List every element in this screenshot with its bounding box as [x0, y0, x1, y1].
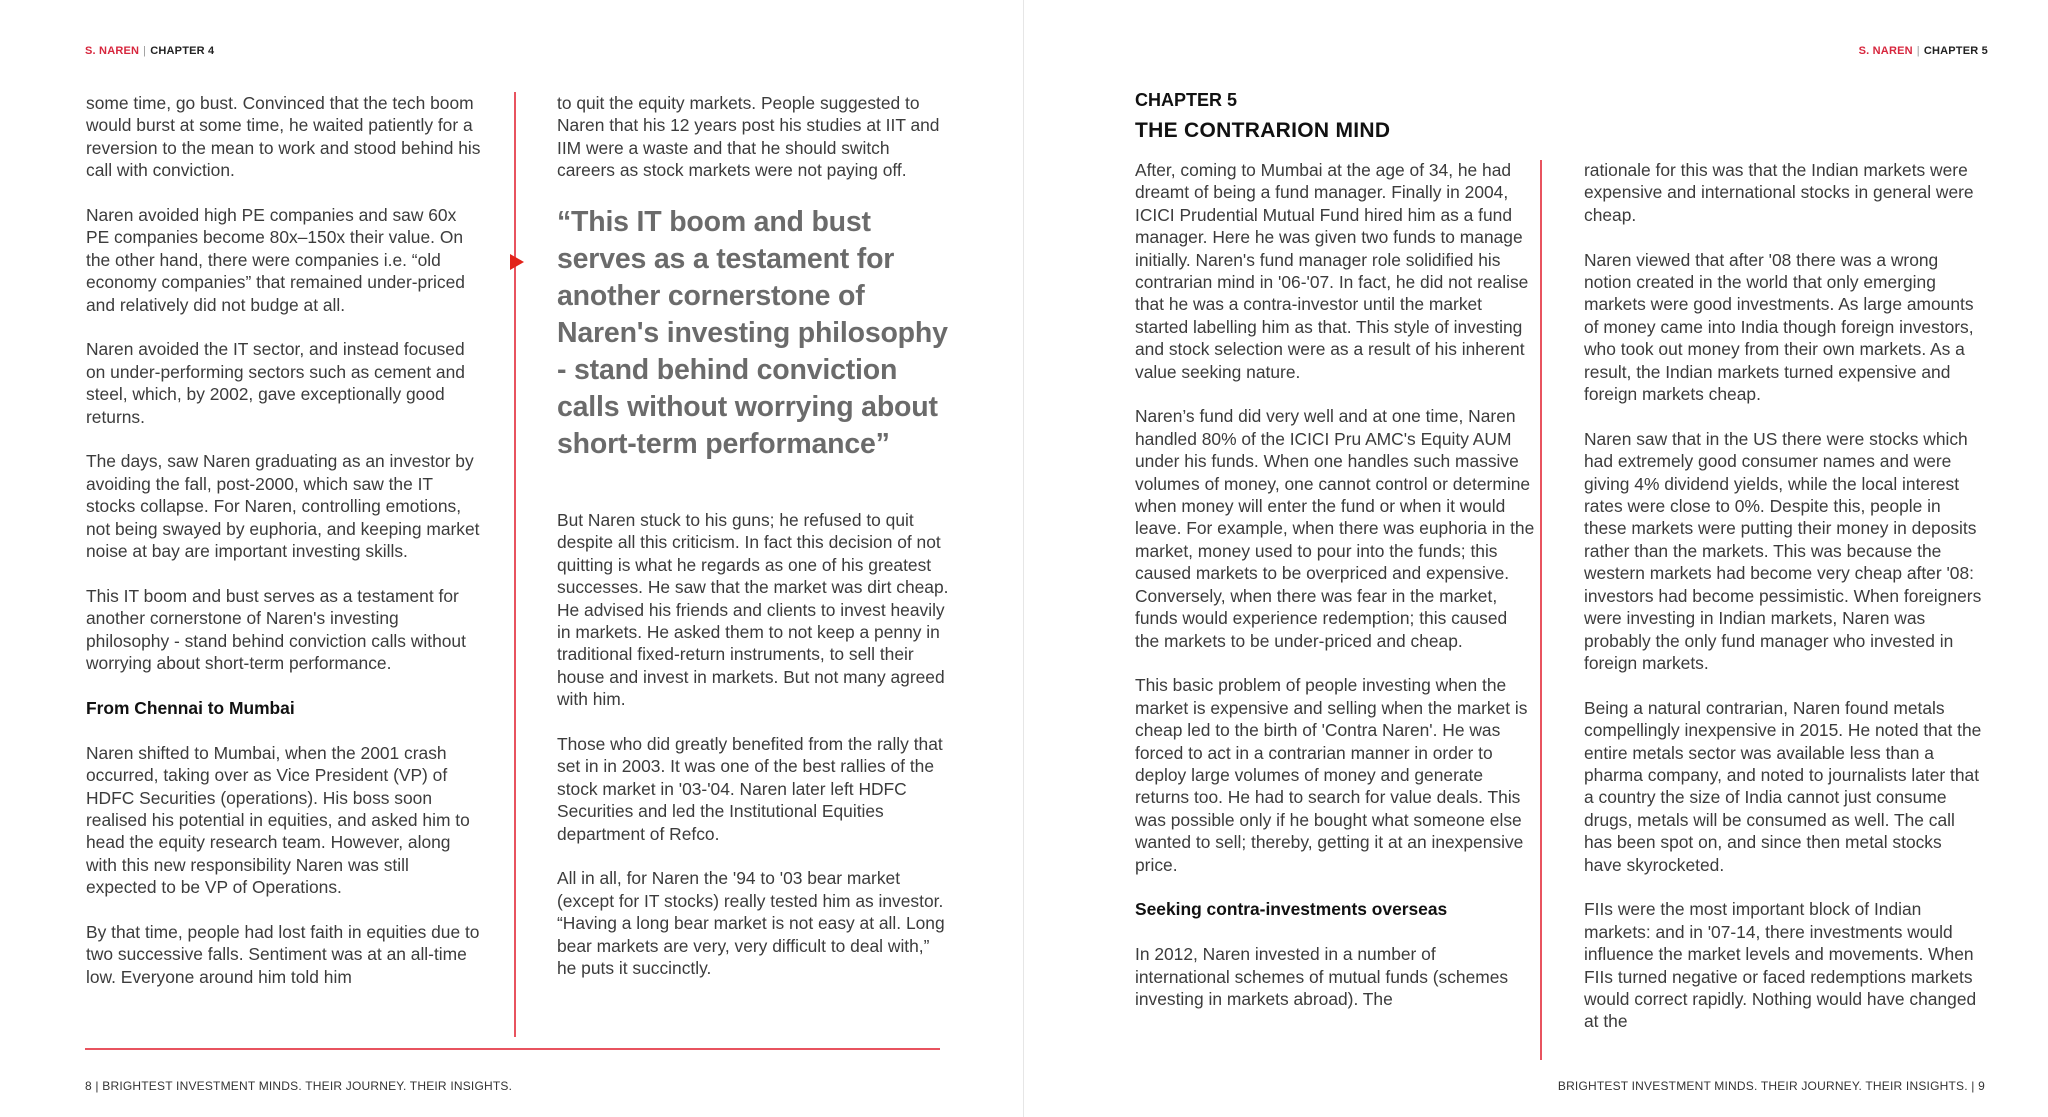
- running-head-author: S. NAREN: [1858, 45, 1913, 57]
- section-heading: Seeking contra-investments overseas: [1135, 899, 1448, 920]
- paragraph: This IT boom and bust serves as a testament for another cornerstone of Naren's investing philosophy - stand behind conviction calls without worrying about short-term performance.: [86, 585, 466, 674]
- pull-quote-marker-icon: [510, 254, 524, 270]
- paragraph: After, coming to Mumbai at the age of 34, he had dreamt of being a fund manager. Finally in 2004, ICICI Prudential Mutual Fund hired him as a fund manager. Here he was given two funds to manage initially. Naren's fund manager role solidified his contrarian mind in '06-'07. In fact, he did not realise that he was a contra-investor until the market started labelling him as that. This style of investing and stock selection were as a result of his inherent value seeking nature.: [1135, 160, 1529, 382]
- paragraph: The days, saw Naren graduating as an investor by avoiding the fall, post-2000, which saw the IT stocks collapse. For Naren, controlling emotions, not being swayed by euphoria, and keeping market noise at bay are important investing skills.: [86, 451, 480, 562]
- paragraph: Being a natural contrarian, Naren found metals compellingly inexpensive in 2015. He noted that the entire metals sector was available less than a pharma company, and noted to journalists later that a country the size of India cannot just consume drugs, metals will be consumed as well. The call has been spot on, and since then metal stocks have skyrocketed.: [1584, 697, 1982, 875]
- footer-left: 8 | BRIGHTEST INVESTMENT MINDS. THEIR JOURNEY. THEIR INSIGHTS.: [85, 1079, 513, 1093]
- paragraph: FIIs were the most important block of Indian markets: and in '07-14, there investments would influence the market levels and movements. When FIIs turned negative or faced redemptions markets would correct rapidly. Nothing would have changed at the: [1584, 899, 1977, 1032]
- paragraph: Naren shifted to Mumbai, when the 2001 crash occurred, taking over as Vice President (VP) of HDFC Securities (operations). His boss soon realised his potential in equities, and asked him to head the equity research team. However, along with this new responsibility Naren was still expected to be VP of Operations.: [86, 742, 470, 898]
- paragraph: This basic problem of people investing when the market is expensive and selling when the market is cheap led to the birth of 'Contra Naren'. He was forced to act in a contrarian manner in order to deploy large volumes of money and generate returns too. He had to search for value deals. This was possible only if he bought what someone else wanted to sell; thereby, getting it at an inexpensive price.: [1135, 675, 1528, 875]
- bottom-rule: [85, 1048, 940, 1050]
- chapter-label: CHAPTER 5: [1135, 90, 1238, 110]
- running-head-author: S. NAREN: [85, 45, 140, 57]
- paragraph: Naren avoided the IT sector, and instead focused on under-performing sectors such as cement and steel, which, by 2002, gave exceptionally good returns.: [86, 339, 465, 427]
- left-column-2: [557, 92, 952, 980]
- paragraph: some time, go bust. Convinced that the tech boom would burst at some time, he waited patiently for a reversion to the mean to work and stood behind his call with conviction.: [86, 93, 481, 181]
- paragraph: Naren’s fund did very well and at one time, Naren handled 80% of the ICICI Pru AMC's Equity AUM under his funds. When one handles such massive volumes of money, one cannot control or determine when money will enter the fund or when it would leave. For example, when there was euphoria in the market, money used to pour into the funds; this caused markets to be overpriced and expensive. Conversely, when there was fear in the market, funds would experience redemption; this caused the markets to be under-priced and cheap.: [1135, 406, 1535, 651]
- paragraph: Naren saw that in the US there were stocks which had extremely good consumer names and were giving 4% dividend yields, while the local interest rates were close to 0%. Despite this, people in these markets were putting their money in deposits rather than the markets. This was because the western markets had become very cheap after '08: investors had become pessimistic. When foreigners were investing in Indian markets, Naren was probably the only fund manager who invested in foreign markets.: [1584, 428, 1982, 673]
- right-column-1: [1135, 159, 1535, 1010]
- running-head-right: [1859, 45, 1988, 57]
- paragraph: All in all, for Naren the '94 to '03 bear market (except for IT stocks) really tested him as investor. “Having a long bear market is not easy at all. Long bear markets are very, very difficult to deal with,” he puts it succinctly.: [557, 868, 945, 979]
- pull-quote: “This IT boom and bust serves as a testament for another cornerstone of Naren's investing philosophy - stand behind conviction calls without worrying about short-term performance”: [557, 206, 948, 461]
- left-column-1: [86, 92, 481, 988]
- running-head-chapter: CHAPTER 5: [1923, 45, 1988, 57]
- footer-right: BRIGHTEST INVESTMENT MINDS. THEIR JOURNEY. THEIR INSIGHTS. | 9: [1557, 1079, 1985, 1093]
- right-column-2: [1584, 159, 1984, 1033]
- paragraph: to quit the equity markets. People suggested to Naren that his 12 years post his studies at IIT and IIM were a waste and that he should switch careers as stock markets were not paying off.: [557, 93, 940, 181]
- paragraph: But Naren stuck to his guns; he refused to quit despite all this criticism. In fact this decision of not quitting is what he regards as one of his greatest successes. He saw that the market was dirt cheap. He advised his friends and clients to invest heavily in markets. He asked them to not keep a penny in traditional fixed-return instruments, to sell their house and invest in markets. But not many agreed with him.: [557, 510, 949, 710]
- paragraph: Naren viewed that after '08 there was a wrong notion created in the world that only emerging markets were good investments. As large amounts of money came into India though foreign investors, who took out money from their own markets. As a result, the Indian markets turned expensive and foreign markets cheap.: [1584, 249, 1974, 405]
- paragraph: Those who did greatly benefited from the rally that set in in 2003. It was one of the best rallies of the stock market in '03-'04. Naren later left HDFC Securities and led the Institutional Equities department of Refco.: [557, 734, 943, 844]
- column-divider: [1540, 160, 1542, 1060]
- running-head-separator: |: [1916, 45, 1920, 57]
- paragraph: rationale for this was that the Indian markets were expensive and international stocks in general were cheap.: [1584, 160, 1974, 225]
- right-page: [1024, 0, 2048, 1117]
- paragraph: Naren avoided high PE companies and saw 60x PE companies become 80x–150x their value. On the other hand, there were companies i.e. “old economy companies” that remained under-priced and relatively did not budge at all.: [86, 205, 465, 315]
- column-divider: [514, 92, 516, 1037]
- running-head-separator: |: [143, 45, 147, 57]
- running-head-left: [85, 45, 214, 57]
- section-heading: From Chennai to Mumbai: [86, 697, 295, 718]
- paragraph: By that time, people had lost faith in equities due to two successive falls. Sentiment was at an all-time low. Everyone around him told him: [86, 921, 480, 987]
- paragraph: In 2012, Naren invested in a number of international schemes of mutual funds (schemes investing in markets abroad). The: [1135, 944, 1509, 1009]
- chapter-title: THE CONTRARION MIND: [1135, 119, 1391, 142]
- running-head-chapter: CHAPTER 4: [150, 45, 215, 57]
